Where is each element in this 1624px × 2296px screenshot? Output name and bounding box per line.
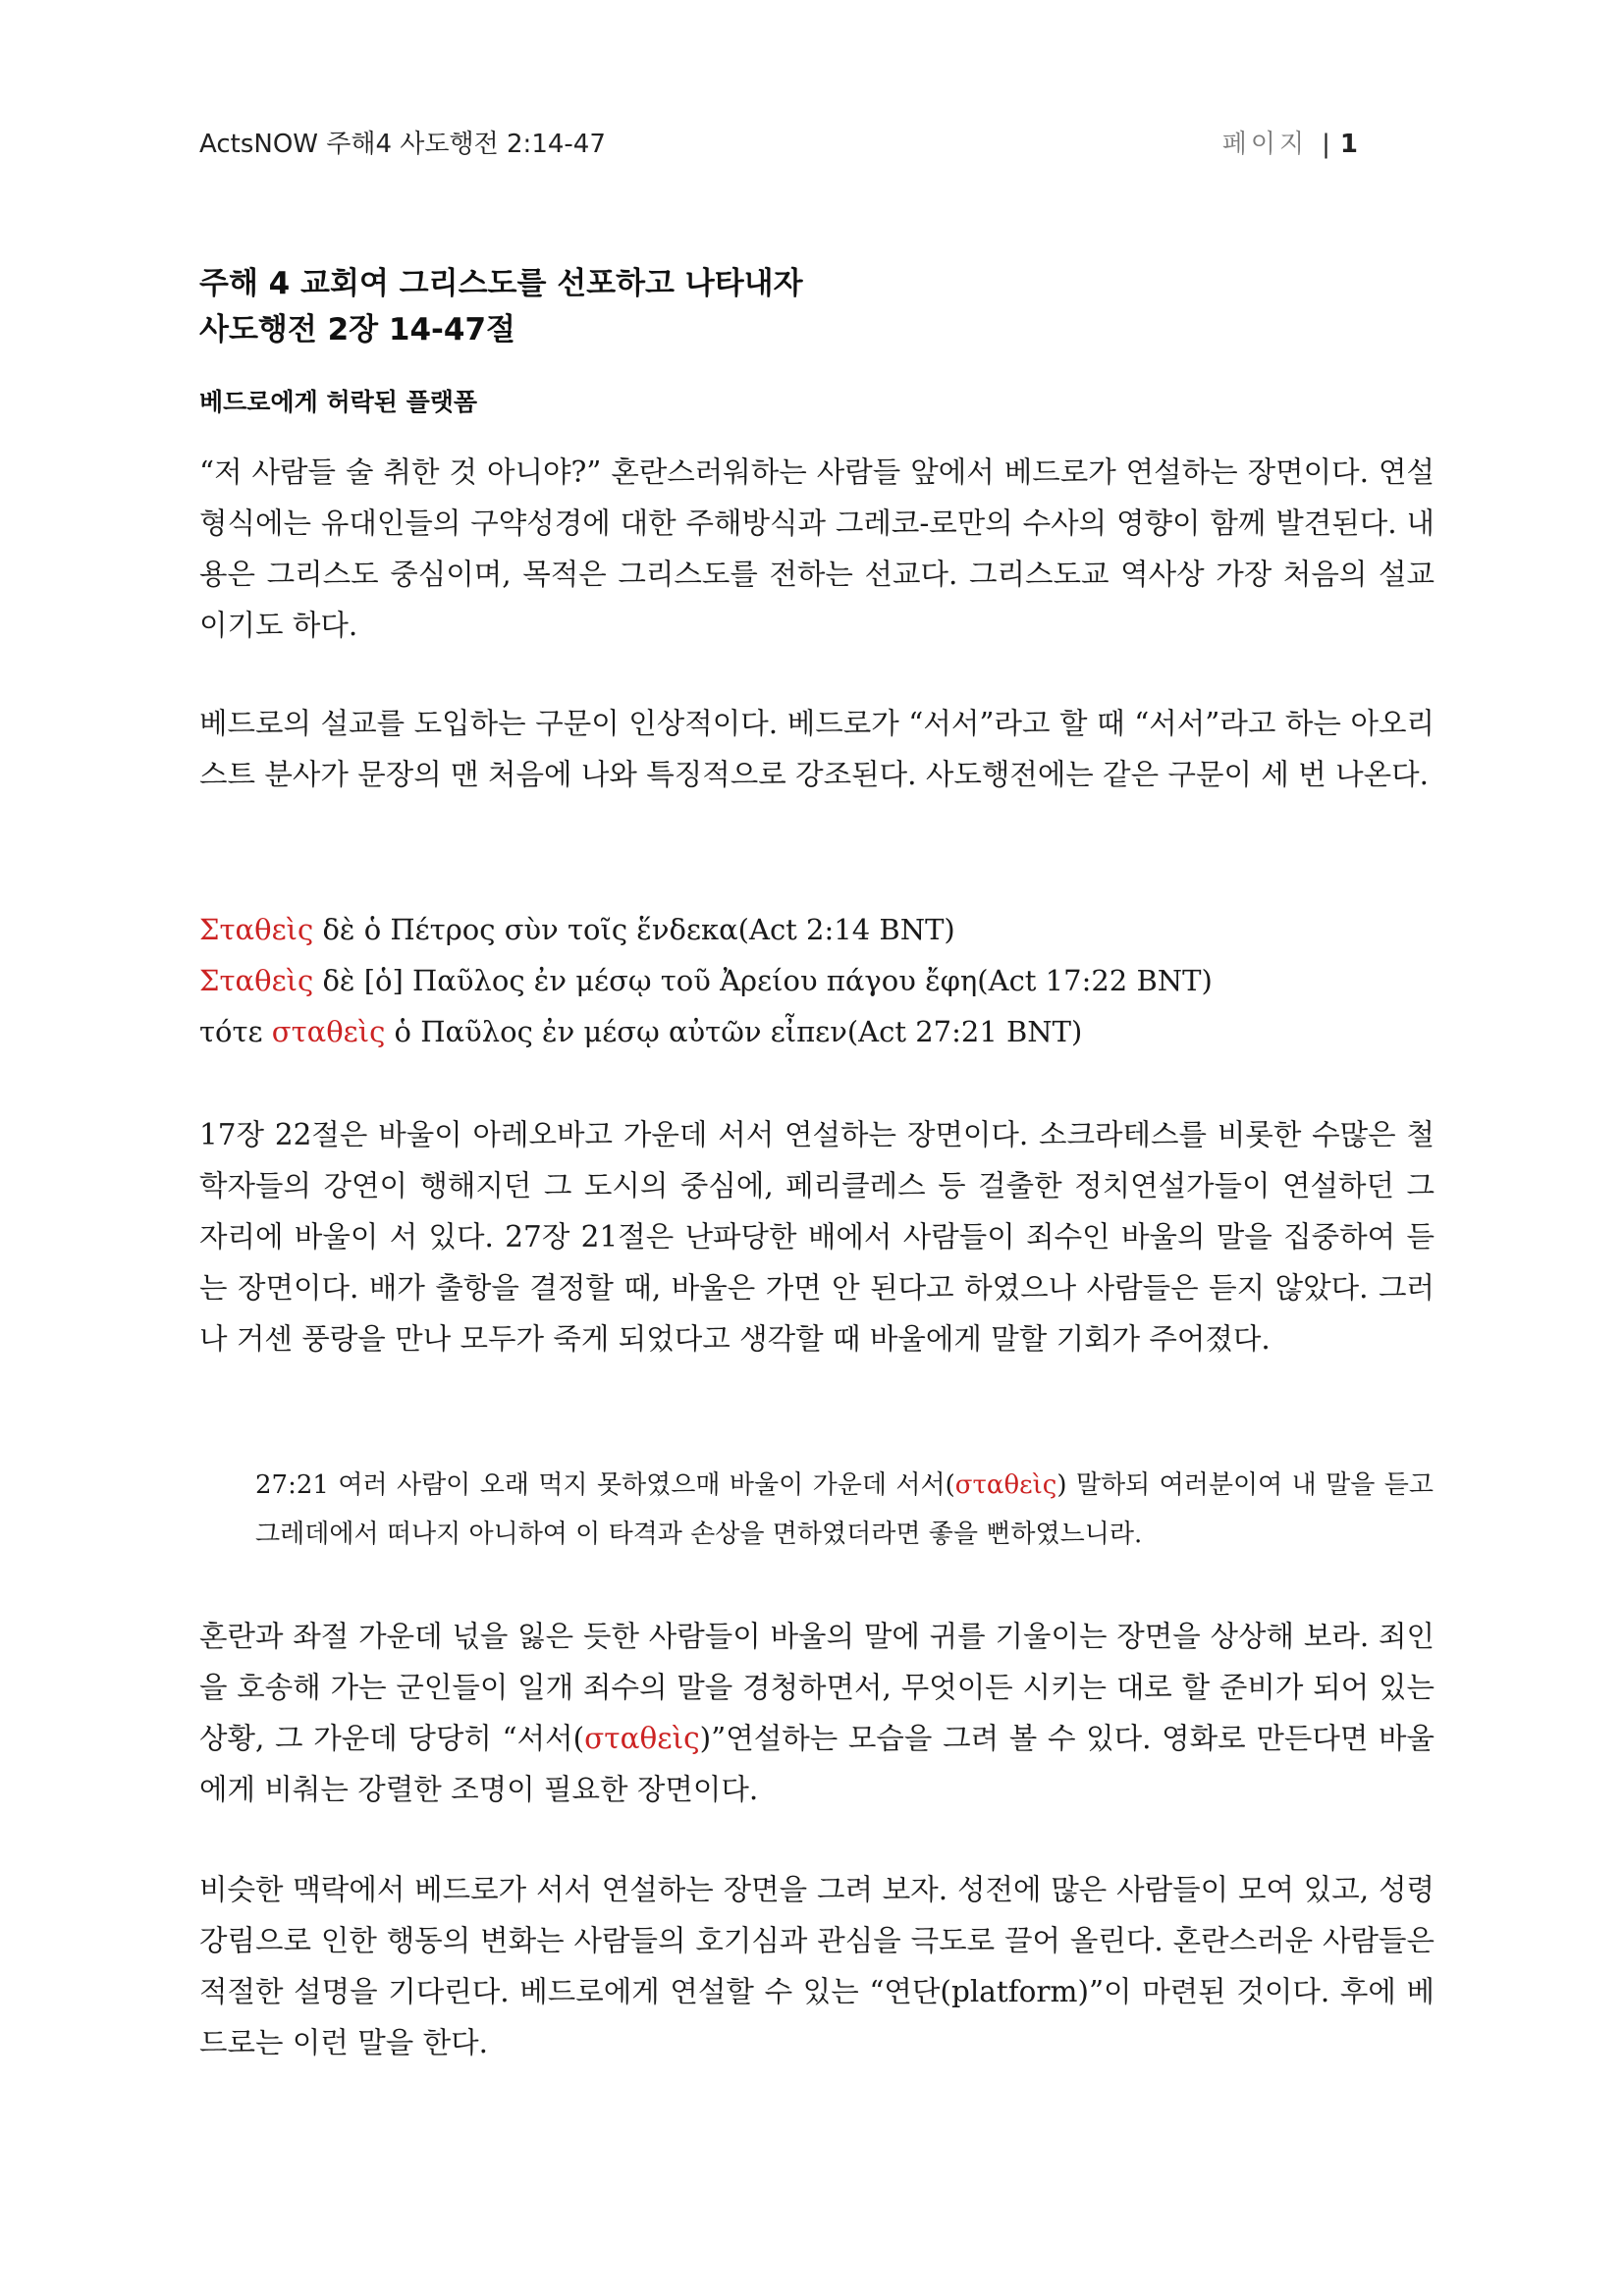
- greek-stathies-highlight: σταθεὶς: [271, 1015, 386, 1048]
- greek-verse-prefix: τότε: [199, 1015, 272, 1048]
- page-indicator: [1222, 124, 1358, 160]
- greek-verse-acts-17-22: [199, 955, 1435, 1006]
- page-number: 1: [1339, 130, 1358, 159]
- page-label: 페이지: [1221, 130, 1309, 159]
- greek-verse-text: δὲ ὁ Πέτρος σὺν τοῖς ἕνδεκα(Act 2:14 BNT): [313, 913, 955, 946]
- paragraph-4-greek-highlight: σταθεὶς: [584, 1722, 700, 1755]
- quote-text-after: ) 말하되 여러분이여 내 말을 듣고 그레데에서 떠나지 아니하여 이 타격과 손상을 면하였더라면 좋을 뻔하였느니라.: [255, 1470, 1434, 1549]
- greek-stathies-highlight: Σταθεὶς: [199, 964, 314, 997]
- document-title: ActsNOW 주해4 사도행전 2:14-47: [199, 130, 606, 159]
- title-line-1: 주해 4 교회여 그리스도를 선포하고 나타내자: [199, 266, 803, 301]
- paragraph-1: “저 사람들 술 취한 것 아니야?” 혼란스러워하는 사람들 앞에서 베드로가 연설하는 장면이다. 연설형식에는 유대인들의 구약성경에 대한 주해방식과 그레코-로만의 수사의 영향이 함께 발견된다. 내용은 그리스도 중심이며, 목적은 그리스도를 전하는 선교다. 그리스도교 역사상 가장 처음의 설교이기도 하다.: [199, 455, 1435, 642]
- paragraph-3: 17장 22절은 바울이 아레오바고 가운데 서서 연설하는 장면이다. 소크라테스를 비롯한 수많은 철학자들의 강연이 행해지던 그 도시의 중심에, 페리클레스 등 걸출한 정치연설가들이 연설하던 그 자리에 바울이 서 있다. 27장 21절은 난파당한 배에서 사람들이 죄수인 바울의 말을 집중하여 듣는 장면이다. 배가 출항을 결정할 때, 바울은 가면 안 된다고 하였으나 사람들은 듣지 않았다. 그러나 거센 풍랑을 만나 모두가 죽게 되었다고 생각할 때 바울에게 말할 기회가 주어졌다.: [199, 1118, 1435, 1356]
- greek-verses: [199, 904, 1435, 1057]
- page-separator: |: [1322, 130, 1330, 159]
- paragraph-4: [199, 1611, 1435, 1815]
- quote-text-before: 27:21 여러 사람이 오래 먹지 못하였으매 바울이 가운데 서서(: [255, 1470, 955, 1500]
- paragraph-2: 베드로의 설교를 도입하는 구문이 인상적이다. 베드로가 “서서”라고 할 때 “서서”라고 하는 아오리스트 분사가 문장의 맨 처음에 나와 특징적으로 강조된다. 사도행전에는 같은 구문이 세 번 나온다.: [199, 707, 1435, 791]
- scripture-quote: [255, 1461, 1434, 1559]
- page-header: [199, 124, 1358, 163]
- greek-verse-text: δὲ [ὁ] Παῦλος ἐν μέσῳ τοῦ Ἀρείου πάγου ἔφη(Act 17:22 BNT): [313, 964, 1213, 997]
- paragraph-5: 비슷한 맥락에서 베드로가 서서 연설하는 장면을 그려 보자. 성전에 많은 사람들이 모여 있고, 성령강림으로 인한 행동의 변화는 사람들의 호기심과 관심을 극도로 끌어 올린다. 혼란스러운 사람들은 적절한 설명을 기다린다. 베드로에게 연설할 수 있는 “연단(platform)”이 마련된 것이다. 후에 베드로는 이런 말을 한다.: [199, 1873, 1435, 2059]
- greek-stathies-highlight: Σταθεὶς: [199, 913, 314, 946]
- greek-verse-acts-27-21: [199, 1006, 1435, 1057]
- greek-verse-acts-2-14: [199, 904, 1435, 955]
- greek-verse-text: ὁ Παῦλος ἐν μέσῳ αὐτῶν εἶπεν(Act 27:21 BNT): [385, 1015, 1083, 1048]
- paragraph-4-before: 혼란과 좌절 가운데 넋을 잃은 듯한 사람들이 바울의 말에 귀를 기울이는 장면을 상상해 보라. 죄인을 호송해 가는 군인들이 일개 죄수의 말을 경청하면서, 무엇이든 시키는 대로 할 준비가 되어 있는 상황, 그 가운데 당당히 “서서(: [199, 1620, 1435, 1755]
- main-title: [199, 261, 1436, 353]
- quote-greek-highlight: σταθεὶς: [954, 1470, 1057, 1500]
- paragraph-4-after: )”연설하는 모습을 그려 볼 수 있다. 영화로 만든다면 바울에게 비춰는 강렬한 조명이 필요한 장면이다.: [199, 1722, 1435, 1806]
- section-heading: 베드로에게 허락된 플랫폼: [199, 388, 478, 416]
- title-line-2: 사도행전 2장 14-47절: [199, 312, 515, 347]
